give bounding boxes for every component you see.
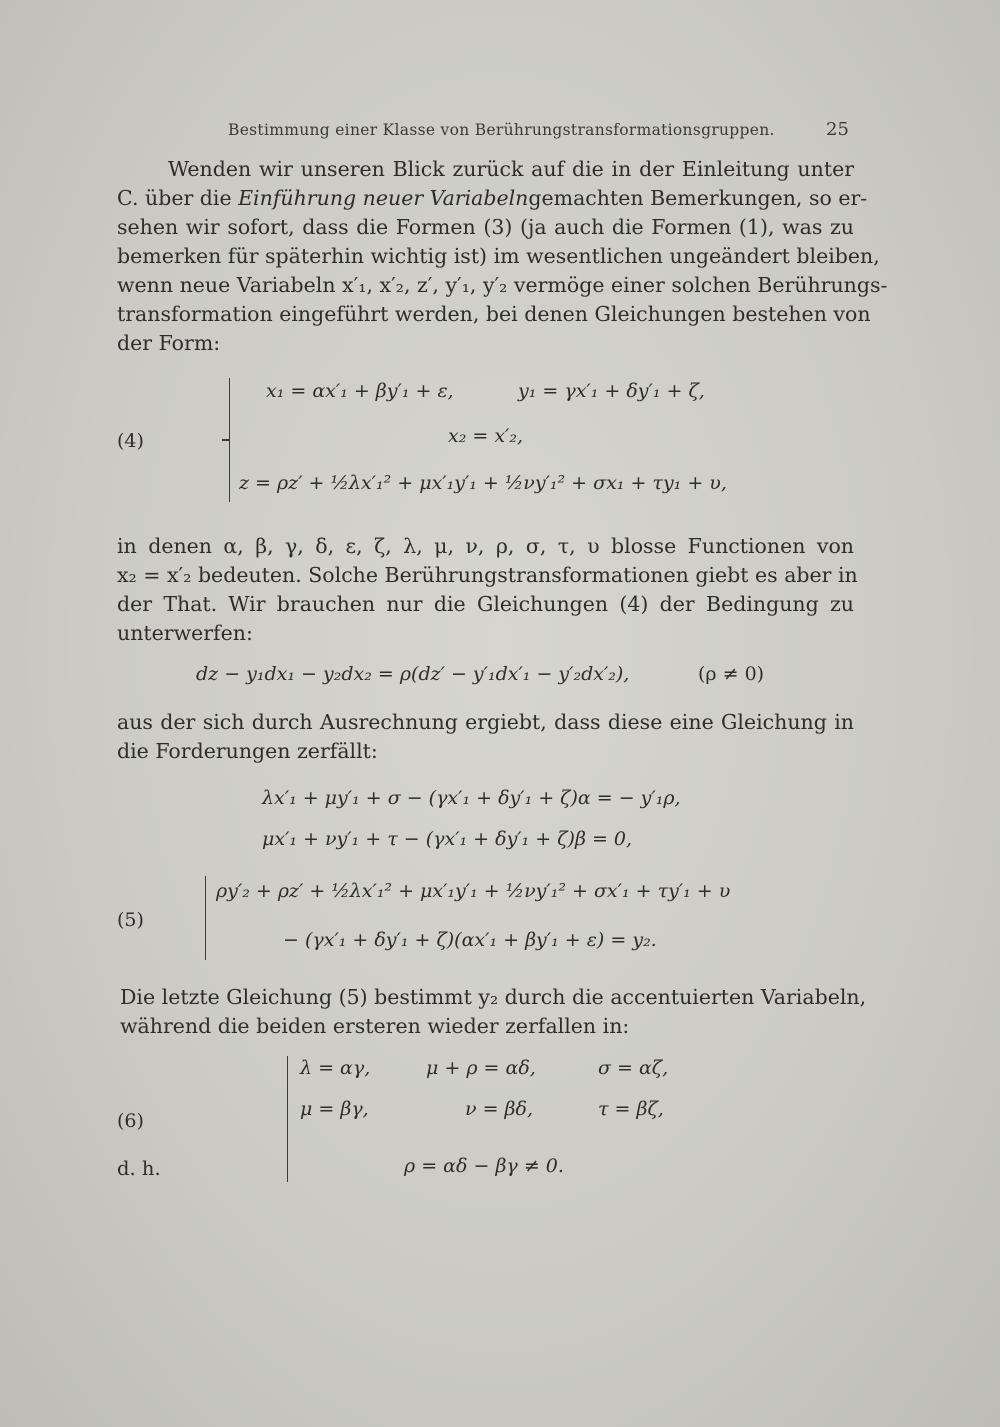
text-line: x₂ = x′₂ bedeuten. Solche Berührungstransformationen giebt es aber in <box>117 563 858 587</box>
text-line: transformation eingeführt werden, bei denen Gleichungen bestehen von <box>117 302 871 326</box>
equation-cell: μ + ρ = αδ, <box>426 1057 536 1079</box>
text-line: in denen α, β, γ, δ, ε, ζ, λ, μ, ν, ρ, σ, τ, υ blosse Functionen von <box>117 534 854 558</box>
text-span: gemachten Bemerkungen, so er- <box>528 186 868 210</box>
equation-cell: ν = βδ, <box>465 1098 534 1120</box>
emphasis-text: Einführung neuer Variabeln <box>238 186 529 210</box>
equation-line: dz − y₁dx₁ − y₂dx₂ = ρ(dz′ − y′₁dx′₁ − y′₂dx′₂), <box>196 663 630 685</box>
text-span: C. über die <box>117 186 239 210</box>
text-line: bemerken für späterhin wichtig ist) im wesentlichen ungeändert bleiben, <box>117 244 880 268</box>
equation-line: ρ = αδ − βγ ≠ 0. <box>404 1155 564 1177</box>
text-line: sehen wir sofort, dass die Formen (3) (ja auch die Formen (1), was zu <box>117 215 854 239</box>
equation-line: μx′₁ + νy′₁ + τ − (γx′₁ + δy′₁ + ζ)β = 0, <box>262 828 633 850</box>
equation-line: − (γx′₁ + δy′₁ + ζ)(αx′₁ + βy′₁ + ε) = y₂. <box>283 929 657 951</box>
equation-cell: λ = αγ, <box>300 1057 371 1079</box>
text-line: der Form: <box>117 331 221 355</box>
brace-left <box>287 1056 288 1182</box>
running-header: Bestimmung einer Klasse von Berührungstransformationsgruppen. <box>228 121 775 139</box>
equation-line: ρy′₂ + ρz′ + ½λx′₁² + μx′₁y′₁ + ½νy′₁² + σx′₁ + τy′₁ + υ <box>216 880 731 902</box>
equation-label: (4) <box>117 430 144 452</box>
brace-tip <box>222 439 230 441</box>
text-line: Wenden wir unseren Blick zurück auf die in der Einleitung unter <box>168 157 854 181</box>
text-line: der That. Wir brauchen nur die Gleichungen (4) der Bedingung zu <box>117 592 854 616</box>
equation-label: (5) <box>117 909 144 931</box>
equation-label: (6) <box>117 1110 144 1132</box>
equation-line: y₁ = γx′₁ + δy′₁ + ζ, <box>518 380 705 402</box>
equation-line: x₂ = x′₂, <box>448 425 524 447</box>
text-line <box>117 184 868 213</box>
equation-condition-text: (ρ ≠ 0) <box>698 663 765 685</box>
text-line: die Forderungen zerfällt: <box>117 739 378 763</box>
text-line: Die letzte Gleichung (5) bestimmt y₂ durch die accentuierten Variabeln, <box>120 985 867 1009</box>
page-number: 25 <box>826 119 849 140</box>
text-line: aus der sich durch Ausrechnung ergiebt, dass diese eine Gleichung in <box>117 710 854 734</box>
equation-line: λx′₁ + μy′₁ + σ − (γx′₁ + δy′₁ + ζ)α = − y′₁ρ, <box>262 787 681 809</box>
equation-cell: μ = βγ, <box>300 1098 369 1120</box>
brace-left <box>205 876 206 960</box>
text-line: wenn neue Variabeln x′₁, x′₂, z′, y′₁, y′₂ vermöge einer solchen Berührungs- <box>117 273 888 297</box>
equation-line: z = ρz′ + ½λx′₁² + μx′₁y′₁ + ½νy′₁² + σx₁ + τy₁ + υ, <box>239 472 727 494</box>
equation-line: x₁ = αx′₁ + βy′₁ + ε, <box>266 380 454 402</box>
equation-cell: τ = βζ, <box>598 1098 664 1120</box>
text-line: unterwerfen: <box>117 621 253 645</box>
text-line: während die beiden ersteren wieder zerfallen in: <box>120 1014 630 1038</box>
dh-text: d. h. <box>117 1157 161 1180</box>
equation-cell: σ = αζ, <box>598 1057 669 1079</box>
